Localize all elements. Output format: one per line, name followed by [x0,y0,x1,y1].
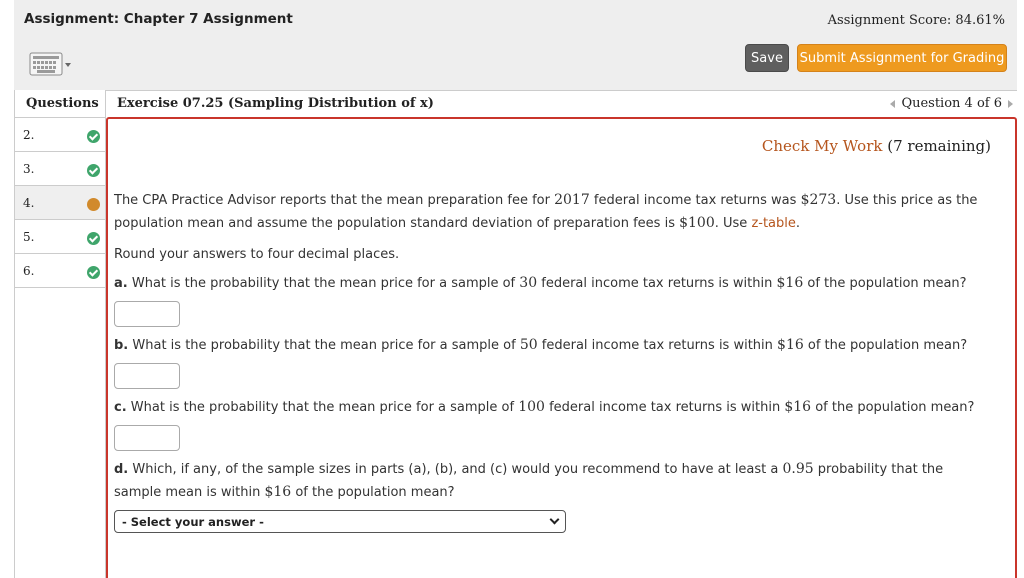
question-intro [114,189,1009,235]
sample-size: 50 [519,337,538,353]
part-letter: a. [114,276,128,291]
exercise-title: Exercise 07.25 (Sampling Distribution of x) [117,96,434,111]
chevron-down-icon [550,515,560,525]
part-text: probability that the [813,462,944,477]
part-text: of the population mean? [811,400,975,415]
check-my-work-link[interactable]: Check My Work [761,137,883,155]
part-b-question [114,334,967,357]
sample-size: 30 [519,275,538,291]
amount: $16 [264,484,292,500]
assignment-score: Assignment Score: 84.61% [827,13,1005,28]
check-my-work-remaining: (7 remaining) [882,137,991,155]
questions-header: Questions [15,90,105,118]
keyboard-icon[interactable] [29,52,73,76]
part-text: What is the probability that the mean price for a sample of [128,338,520,353]
part-text: What is the probability that the mean price for a sample of [126,400,519,415]
part-d-line-1 [114,458,943,481]
sidebar-item-question-3[interactable] [15,152,105,186]
part-a-question [114,272,967,295]
check-icon [87,266,100,279]
check-icon [87,164,100,177]
part-letter: d. [114,462,129,477]
in-progress-dot-icon [87,198,100,211]
question-position: Question 4 of 6 [901,96,1002,111]
part-text: of the population mean? [291,485,455,500]
question-content [106,117,1017,578]
next-question-icon[interactable] [1008,100,1013,108]
part-letter: b. [114,338,129,353]
sidebar-item-question-6[interactable] [15,254,105,288]
question-header [106,90,1017,117]
intro-text: . Use [714,216,752,231]
intro-fee: $273 [800,192,837,208]
question-number: 5. [23,230,35,244]
part-d-answer-select[interactable] [114,510,566,533]
question-navigation [890,96,1013,111]
amount: $16 [784,399,812,415]
questions-sidebar [14,90,106,578]
part-a-answer-input[interactable] [114,301,180,327]
intro-line-1 [114,189,1009,212]
part-text: What is the probability that the mean price for a sample of [127,276,520,291]
part-d-line-2 [114,481,943,504]
sidebar-item-question-5[interactable] [15,220,105,254]
part-text: federal income tax returns is within [537,276,777,291]
amount: $16 [776,275,804,291]
check-icon [87,232,100,245]
part-text: of the population mean? [803,338,968,353]
intro-sd: $100 [679,215,715,231]
submit-assignment-button[interactable]: Submit Assignment for Grading [797,44,1007,72]
round-instruction: Round your answers to four decimal places. [114,247,400,262]
part-text: of the population mean? [803,276,967,291]
sample-size: 100 [518,399,545,415]
part-d-question [114,458,943,504]
part-c-question [114,396,974,419]
intro-text: . Use this price as the [836,193,978,208]
part-text: Which, if any, of the sample sizes in parts (a), (b), and (c) would you recommend to have at least a [128,462,783,477]
intro-text: population mean and assume the population standard deviation of preparation fees is [114,216,680,231]
sidebar-item-question-2[interactable] [15,118,105,152]
part-c-answer-input[interactable] [114,425,180,451]
z-table-link[interactable]: z-table [751,216,796,231]
intro-line-2 [114,212,1009,235]
part-text: federal income tax returns is within [544,400,785,415]
probability: 0.95 [782,461,814,477]
part-text: federal income tax returns is within [537,338,778,353]
intro-text: . [795,216,801,231]
part-b-answer-input[interactable] [114,363,180,389]
part-text: sample mean is within [114,485,265,500]
select-value: - Select your answer - [122,515,264,529]
intro-text: The CPA Practice Advisor reports that the mean preparation fee for [114,193,555,208]
amount: $16 [777,337,804,353]
question-number: 3. [23,162,35,176]
sidebar-item-question-4[interactable] [15,186,105,220]
intro-text: federal income tax returns was [589,193,801,208]
check-my-work [762,137,991,155]
assignment-header [14,0,1017,90]
question-number: 6. [23,264,35,278]
question-number: 4. [23,196,35,210]
check-icon [87,130,100,143]
assignment-title: Assignment: Chapter 7 Assignment [24,11,293,27]
question-number: 2. [23,128,35,142]
previous-question-icon[interactable] [890,100,895,108]
intro-year: 2017 [554,192,590,208]
save-button[interactable]: Save [745,44,789,72]
part-letter: c. [114,400,127,415]
